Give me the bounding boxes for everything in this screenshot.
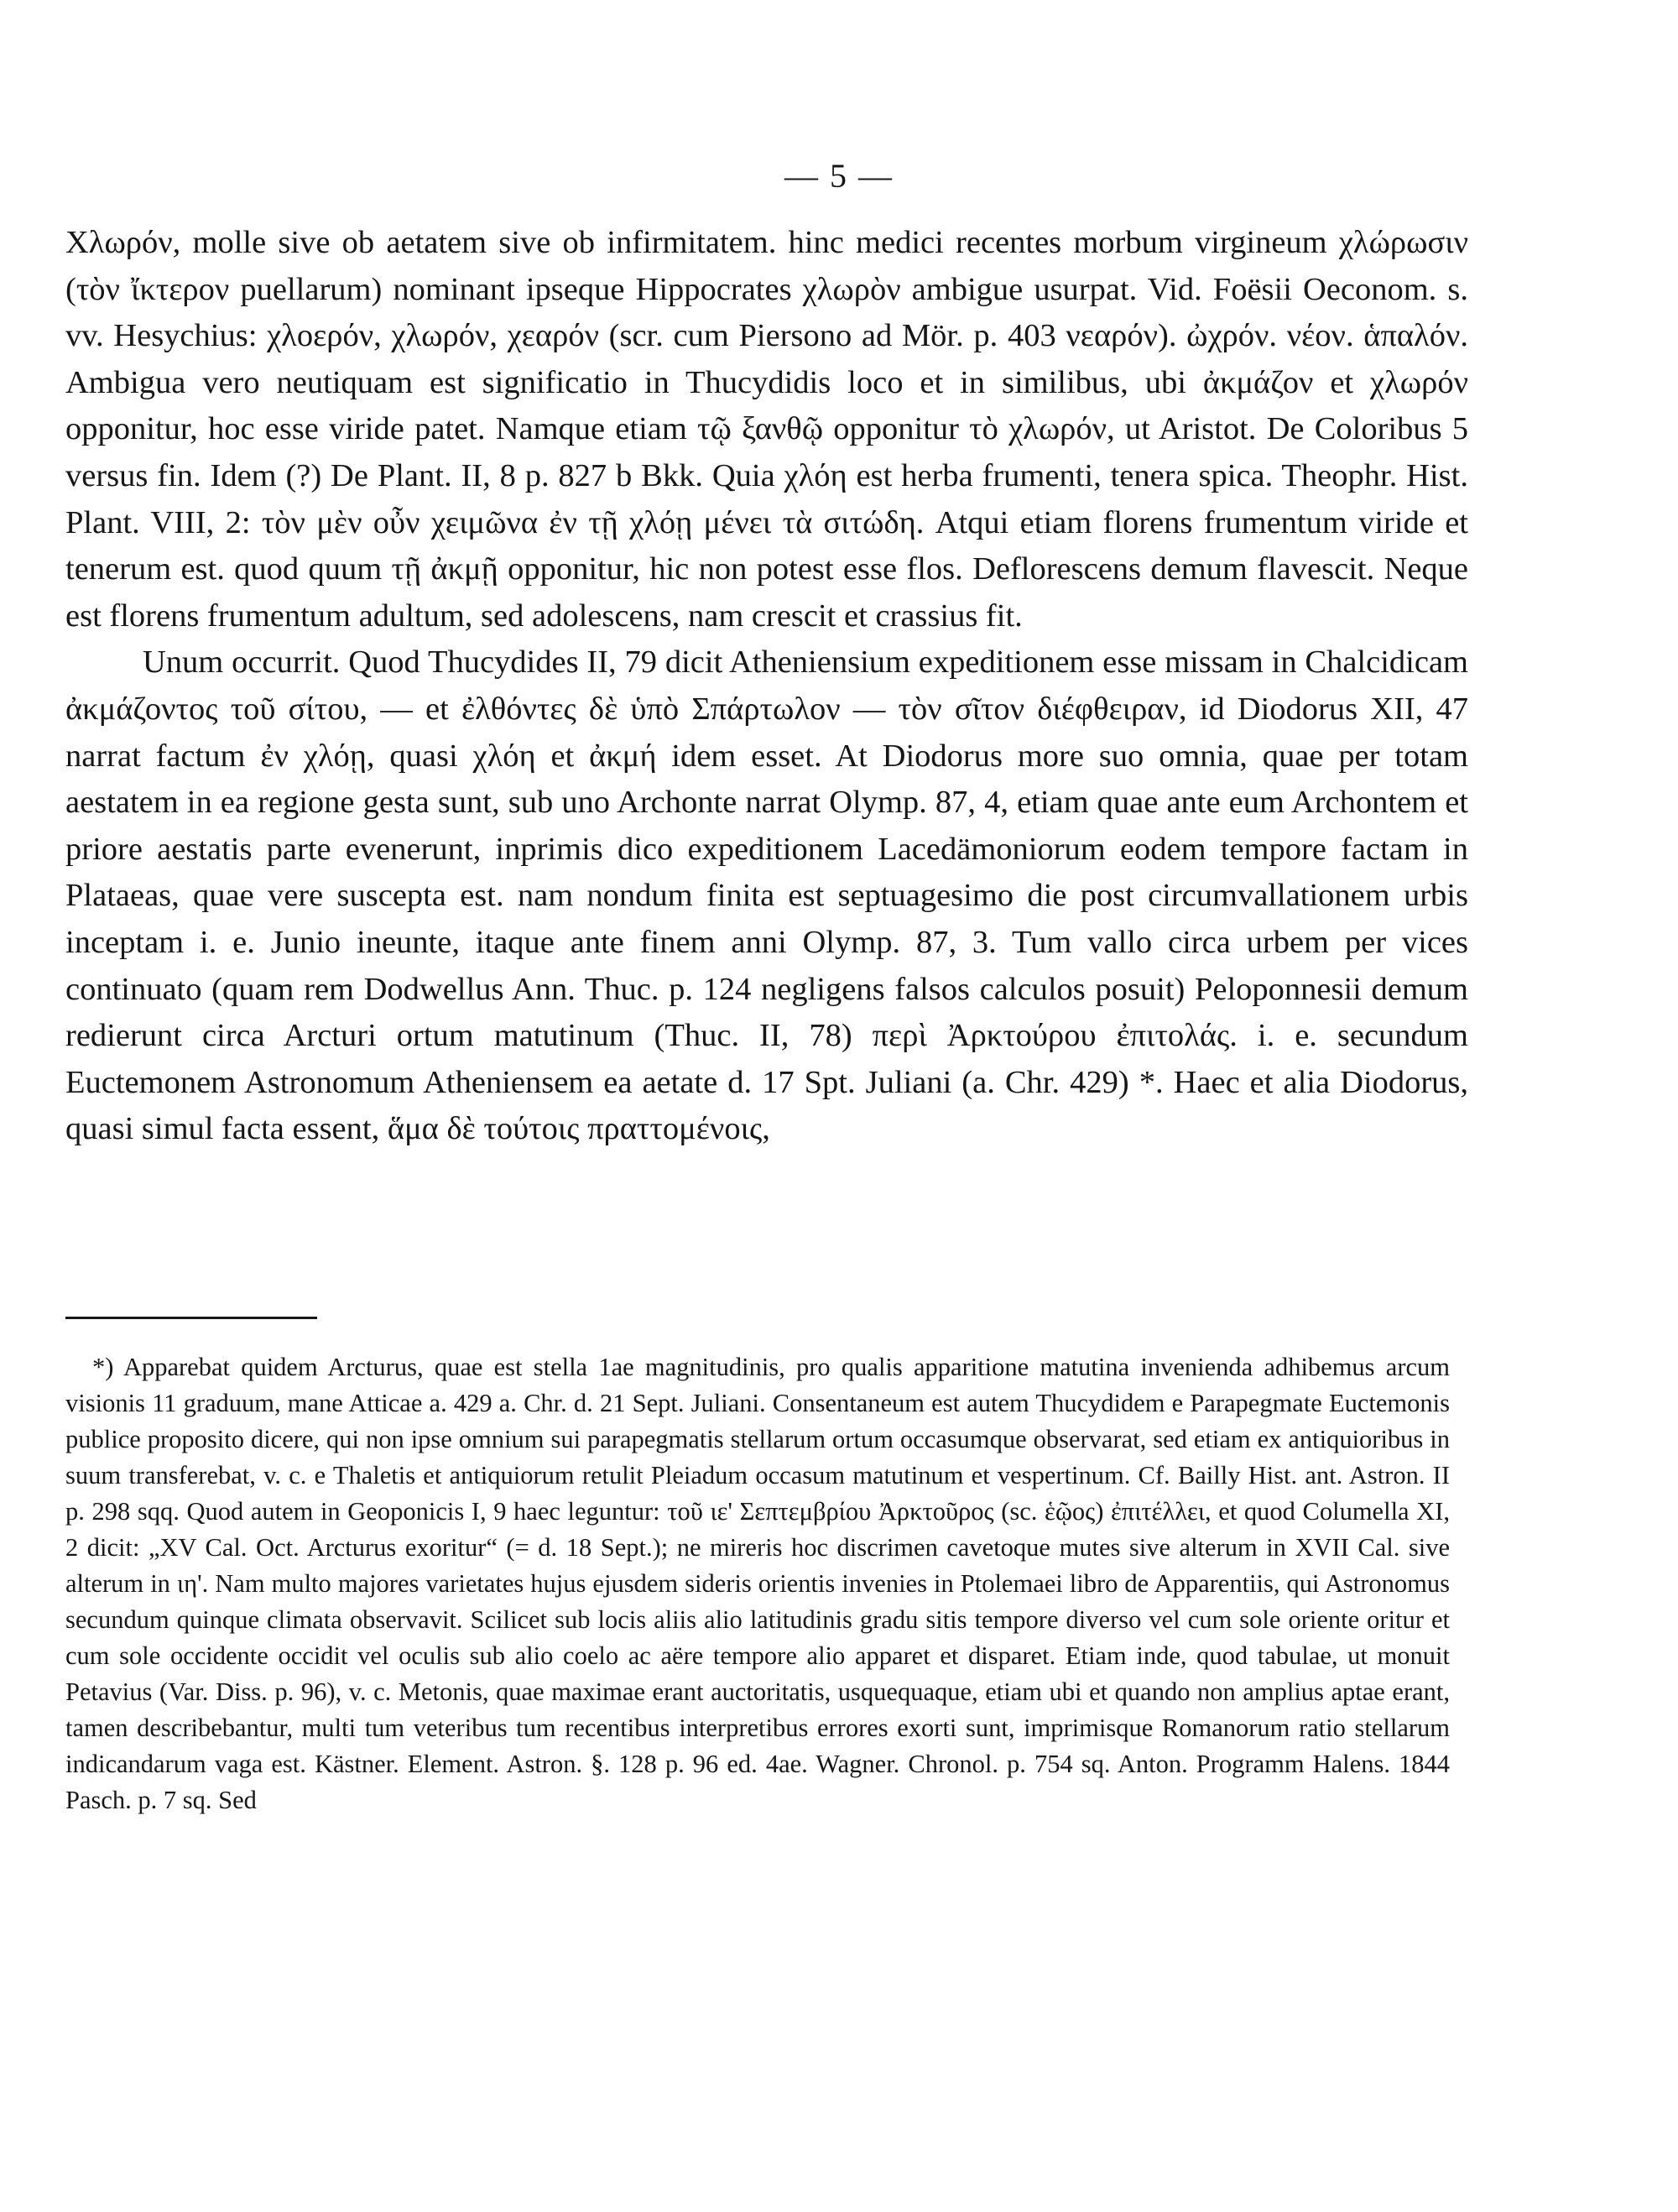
main-paragraph-1: Χλωρόν, molle sive ob aetatem sive ob infirmitatem. hinc medici recentes morbum virgineum χλώρωσιν (τὸν ἴκτερον puellarum) nominant ipseque Hippocrates χλωρὸν ambigue usurpat. Vid. Foësii Oeconom. s. vv. Hesychius: χλοερόν, χλωρόν, χεαρόν (scr. cum Piersono ad Mör. p. 403 νεαρόν). ὠχρόν. νέον. ἁπαλόν. Ambigua vero neutiquam est significatio in Thucydidis loco et in similibus, ubi ἀκμάζον et χλωρόν opponitur, hoc esse viride patet. Namque etiam τῷ ξανθῷ opponitur τὸ χλωρόν, ut Aristot. De Coloribus 5 versus fin. Idem (?) De Plant. II, 8 p. 827 b Bkk. Quia χλόη est herba frumenti, tenera spica. Theophr. Hist. Plant. VIII, 2: τὸν μὲν οὖν χειμῶνα ἐν τῇ χλόῃ μένει τὰ σιτώδη. Atqui etiam florens frumentum viride et tenerum est. quod quum τῇ ἀκμῇ opponitur, hic non potest esse flos. Deflorescens demum flavescit. Neque est florens frumentum adultum, sed adolescens, nam crescit et crassius fit. <box>65 225 1468 634</box>
footnote-separator <box>65 1317 317 1319</box>
page-number: — 5 — <box>784 157 894 195</box>
footnote-text: *) Apparebat quidem Arcturus, quae est stella 1ae magnitudinis, pro qualis apparitione matutina invenienda adhibemus arcum visionis 11 graduum, mane Atticae a. 429 a. Chr. d. 21 Sept. Juliani. Consentaneum est autem Thucydidem e Parapegmate Euctemonis publice proposito dicere, qui non ipse omnium sui parapegmatis stellarum ortum occasumque observarat, sed etiam ex antiquioribus in suum transferebat, v. c. e Thaletis et antiquiorum retulit Pleiadum occasum matutinum et vespertinum. Cf. Bailly Hist. ant. Astron. II p. 298 sqq. Quod autem in Geoponicis I, 9 haec leguntur: τοῦ ιε' Σεπτεμβρίου Ἀρκτοῦρος (sc. ἑῷος) ἐπιτέλλει, et quod Columella XI, 2 dicit: „XV Cal. Oct. Arcturus exoritur“ (= d. 18 Sept.); ne mireris hoc discrimen cavetoque mutes sive alterum in XVII Cal. sive alterum in ιη'. Nam multo majores varietates hujus ejusdem sideris orientis invenies in Ptolemaei libro de Apparentiis, qui Astronomus secundum quinque climata observavit. Scilicet sub locis aliis alio latitudinis gradu sitis tempore diverso vel cum sole oriente oritur et cum sole occidente occidit vel oculis sub alio coelo ac aëre tempore alio apparet et disparet. Etiam inde, quod tabulae, ut monuit Petavius (Var. Diss. p. 96), v. c. Metonis, quae maximae erant auctoritatis, usquequaque, etiam ubi et quando non amplius aptae erant, tamen describebantur, multi tum veteribus tum recentibus interpretibus errores exorti sunt, imprimisque Romanorum ratio stellarum indicandarum vaga est. Kästner. Element. Astron. §. 128 p. 96 ed. 4ae. Wagner. Chronol. p. 754 sq. Anton. Programm Halens. 1844 Pasch. p. 7 sq. Sed <box>65 1353 1450 1814</box>
main-paragraph-2: Unum occurrit. Quod Thucydides II, 79 dicit Atheniensium expeditionem esse missam in Chalcidicam ἀκμάζοντος τοῦ σίτου, — et ἐλθόντες δὲ ὑπὸ Σπάρτωλον — τὸν σῖτον διέφθειραν, id Diodorus XII, 47 narrat factum ἐν χλόῃ, quasi χλόη et ἀκμή idem esset. At Diodorus more suo omnia, quae per totam aestatem in ea regione gesta sunt, sub uno Archonte narrat Olymp. 87, 4, etiam quae ante eum Archontem et priore aestatis parte evenerunt, inprimis dico expeditionem Lacedämoniorum eodem tempore factam in Plataeas, quae vere suscepta est. nam nondum finita est septuagesimo die post circumvallationem urbis inceptam i. e. Junio ineunte, itaque ante finem anni Olymp. 87, 3. Tum vallo circa urbem per vices continuato (quam rem Dodwellus Ann. Thuc. p. 124 negligens falsos calculos posuit) Peloponnesii demum redierunt circa Arcturi ortum matutinum (Thuc. II, 78) περὶ Ἀρκτούρου ἐπιτολάς. i. e. secundum Euctemonem Astronomum Atheniensem ea aetate d. 17 Spt. Juliani (a. Chr. 429) *. Haec et alia Diodorus, quasi simul facta essent, ἅμα δὲ τούτοις πραττομένοις, <box>65 644 1468 1147</box>
footnote <box>65 1349 1450 1818</box>
main-text <box>65 220 1468 1153</box>
